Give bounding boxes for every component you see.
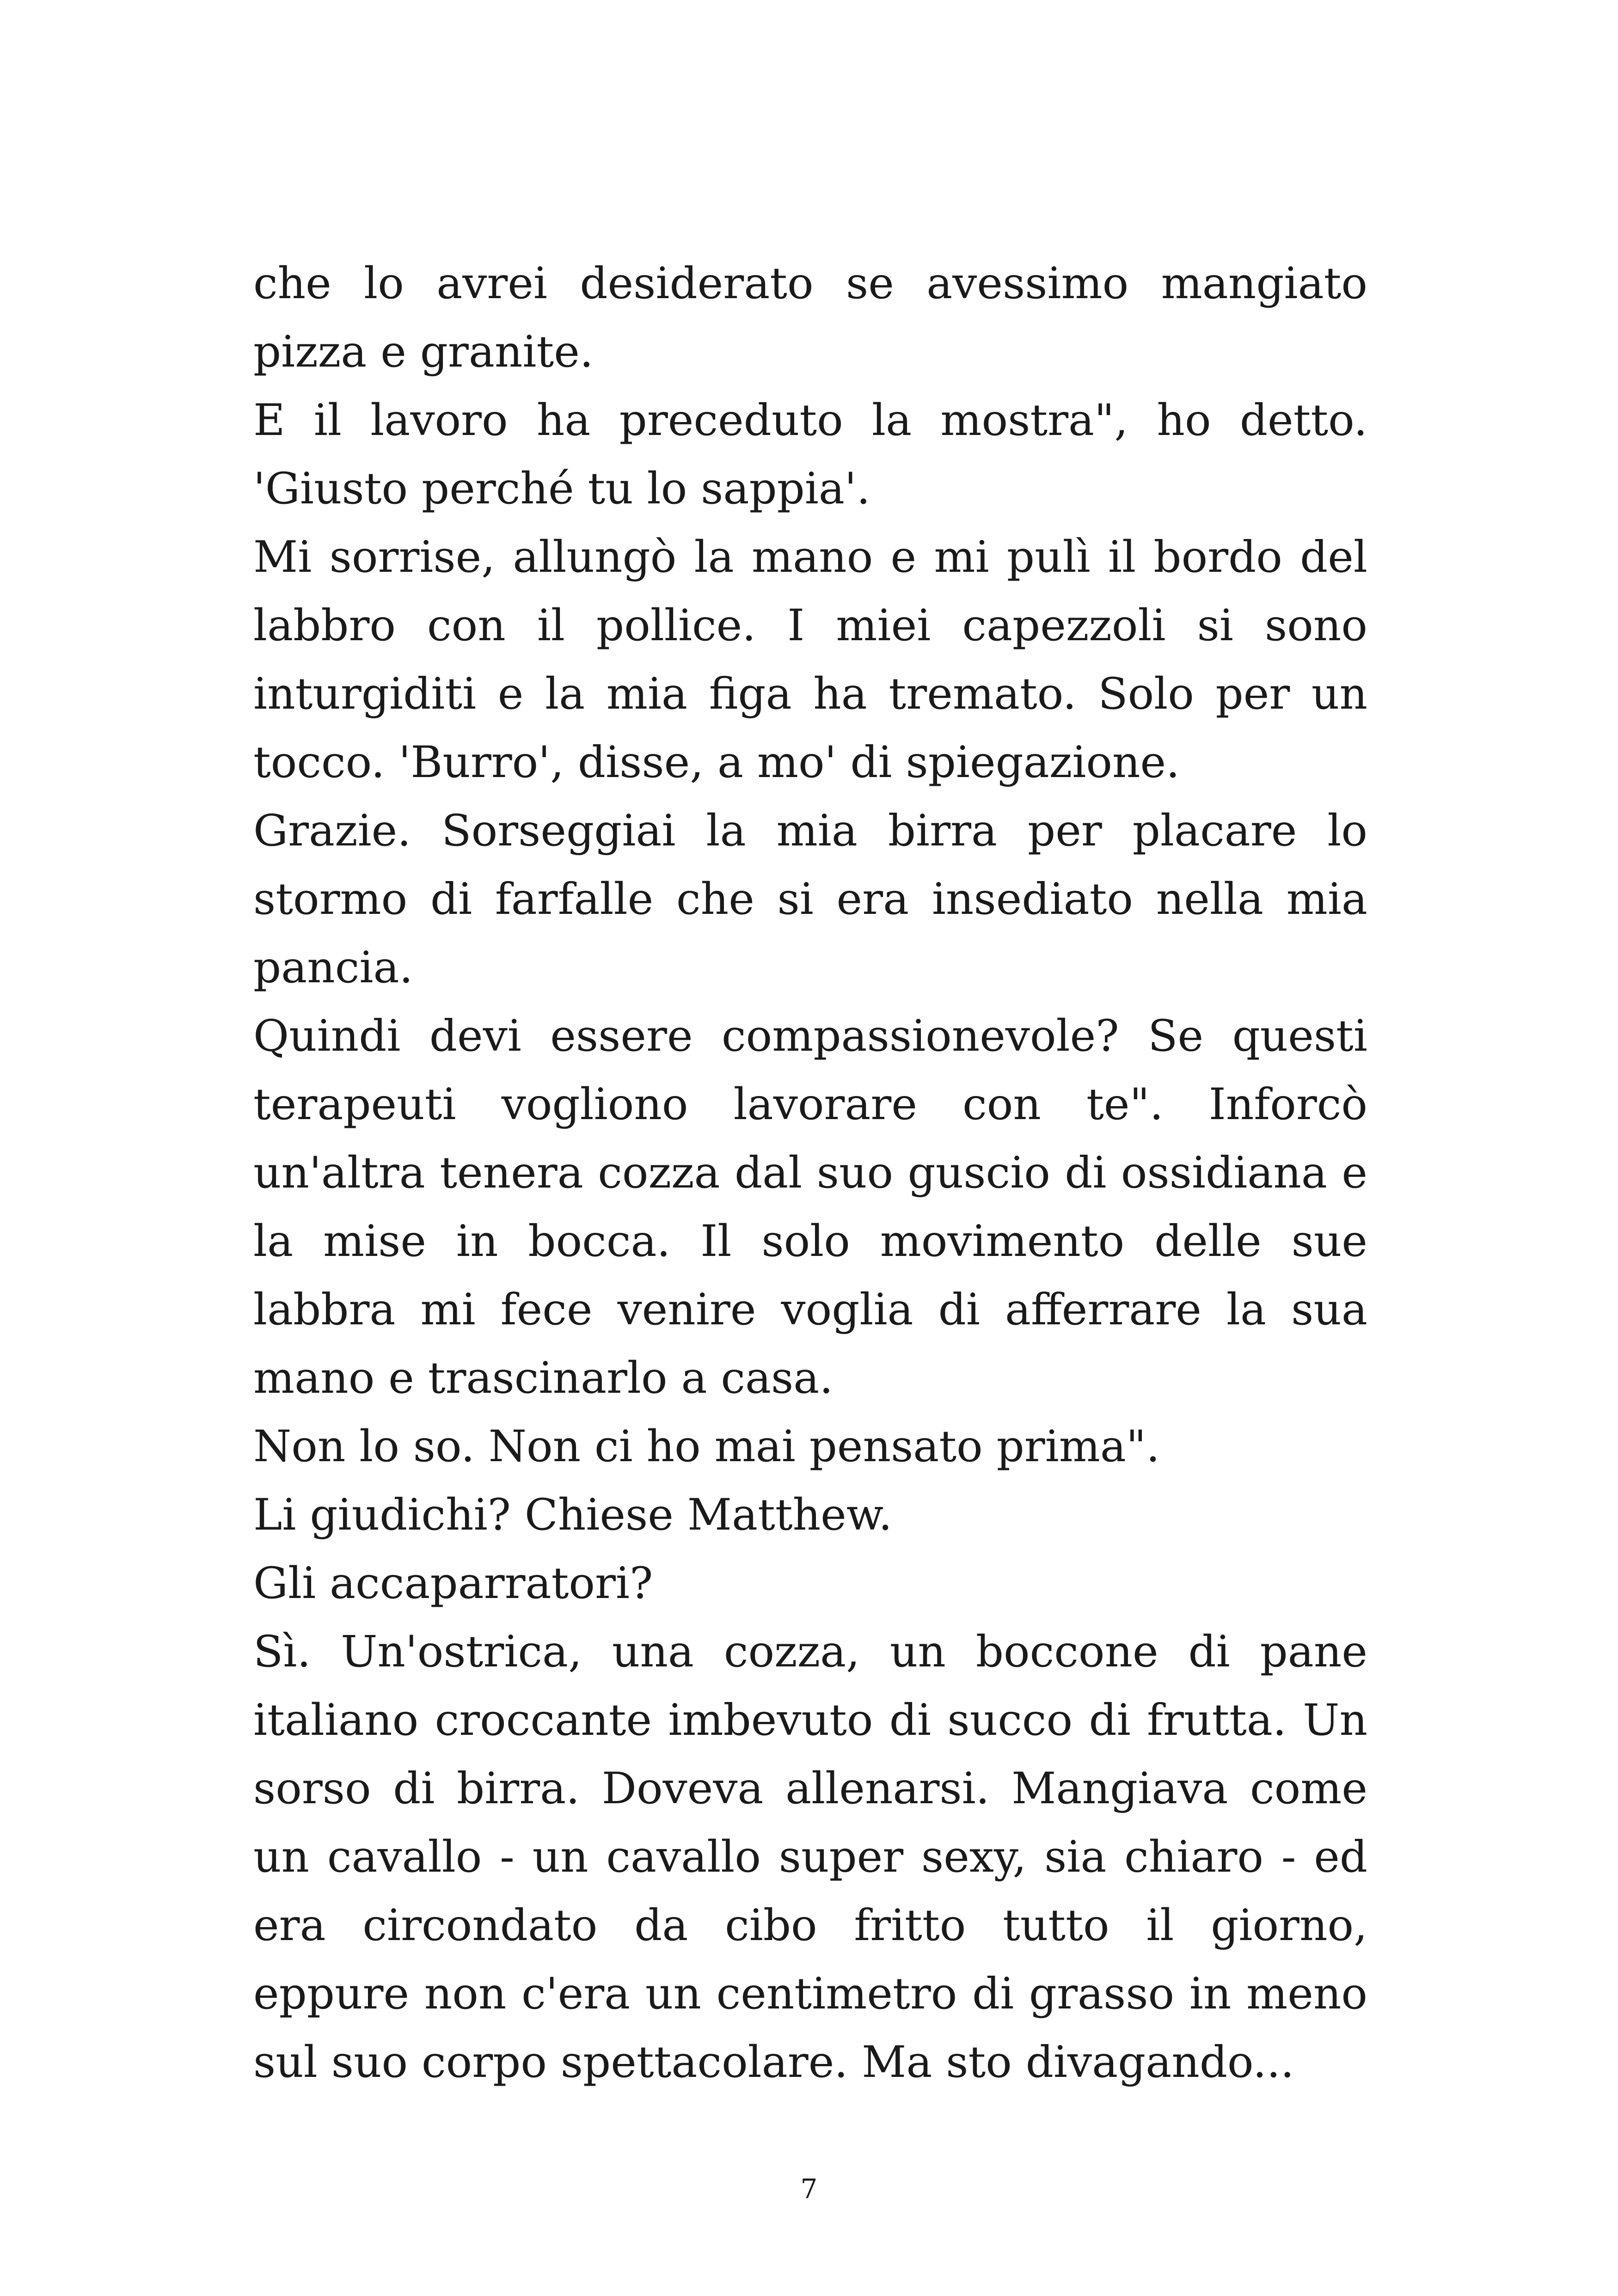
paragraph: Gli accaparratori? [253, 1558, 653, 1609]
paragraph: E il lavoro ha preceduto la mostra", ho detto. 'Giusto perché tu lo sappia'. [253, 395, 1367, 514]
body-text [253, 250, 1367, 2097]
page-number: 7 [800, 2173, 818, 2204]
paragraph: Mi sorrise, allungò la mano e mi pulì il bordo del labbro con il pollice. I miei capezzoli si sono inturgiditi e la mia figa ha tremato. Solo per un tocco. 'Burro', disse, a mo' di spiegazione. [253, 532, 1367, 788]
paragraph: Li giudichi? Chiese Matthew. [253, 1490, 893, 1540]
paragraph: Non lo so. Non ci ho mai pensato prima". [253, 1421, 1160, 1472]
paragraph: Sì. Un'ostrica, una cozza, un boccone di pane italiano croccante imbevuto di succo di frutta. Un sorso di birra. Doveva allenarsi. Mangiava come un cavallo - un cavallo super sexy, sia chiaro - ed era circondato da cibo fritto tutto il giorno, eppure non c'era un centimetro di grasso in meno sul suo corpo spettacolare. Ma sto divagando... [253, 1627, 1367, 2088]
paragraph: Quindi devi essere compassionevole? Se questi terapeuti vogliono lavorare con te". Inforcò un'altra tenera cozza dal suo guscio di ossidiana e la mise in bocca. Il solo movimento delle sue labbra mi fece venire voglia di afferrare la sua mano e trascinarlo a casa. [253, 1011, 1367, 1403]
paragraph: Grazie. Sorseggiai la mia birra per placare lo stormo di farfalle che si era insediato nella mia pancia. [253, 806, 1367, 993]
paragraph: che lo avrei desiderato se avessimo mangiato pizza e granite. [253, 258, 1367, 377]
